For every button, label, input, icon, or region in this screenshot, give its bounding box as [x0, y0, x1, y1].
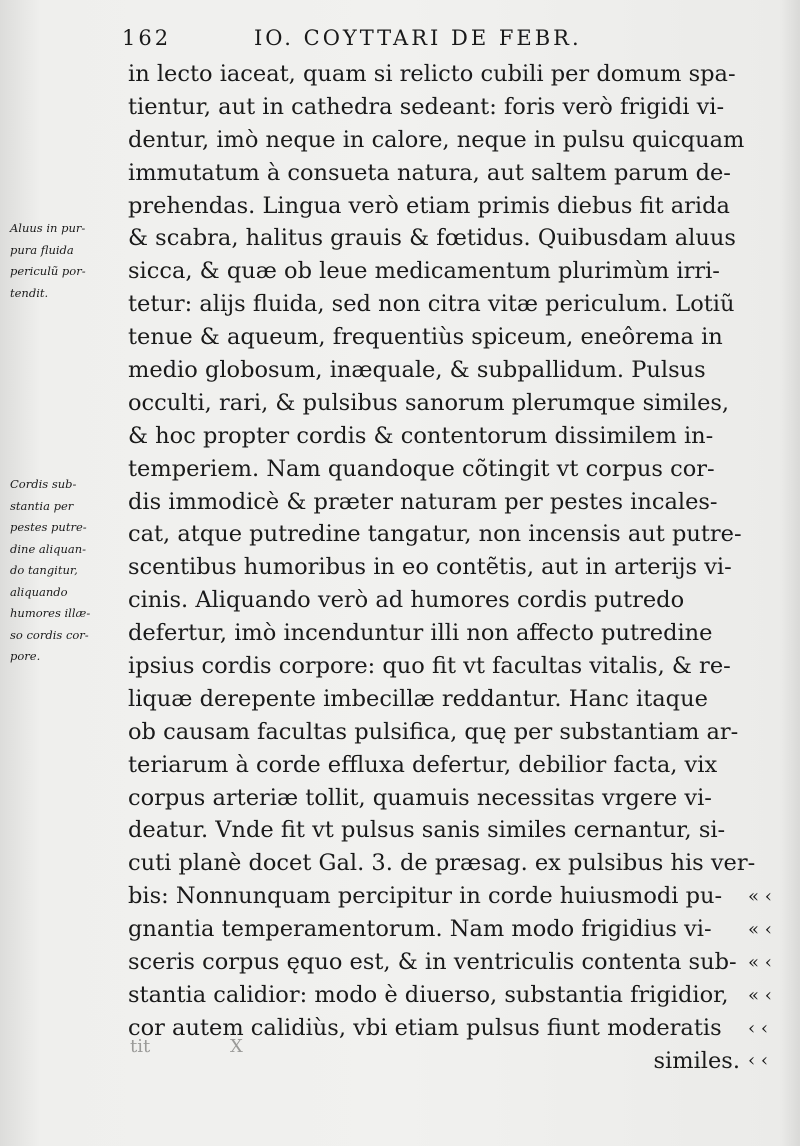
marginal-note-line: pestes putre-	[10, 520, 87, 534]
text-line: cat, atque putredine tangatur, non incensis aut putre-	[128, 521, 742, 548]
text-line: & scabra, halitus grauis & fœtidus. Quibusdam aluus	[128, 225, 736, 252]
marginal-note-line: tendit.	[10, 285, 49, 300]
running-title: IO. COYTTARI DE FEBR.	[254, 26, 582, 50]
text-line: teriarum à corde effluxa defertur, debilior facta, vix	[128, 751, 718, 778]
text-line: in lecto iaceat, quam si relicto cubili per domum spa-	[128, 61, 736, 87]
marginal-note-line: periculũ por-	[10, 264, 86, 278]
text-line: corpus arteriæ tollit, quamuis necessitas vrgere vi-	[128, 784, 712, 811]
marginal-note-line: dine aliquan-	[10, 541, 87, 556]
page-header	[118, 26, 738, 56]
marginal-note-line: do tangitur,	[10, 563, 78, 577]
text-line: defertur, imò incenduntur illi non affecto putredine	[128, 620, 713, 647]
marginal-note-line: pore.	[10, 649, 41, 663]
marginal-note-line: aliquando	[10, 584, 68, 599]
text-line: sicca, & quæ ob leue medicamentum plurimùm irri-	[128, 258, 720, 285]
text-line: occulti, rari, & pulsibus sanorum plerumque similes,	[128, 389, 730, 416]
text-line: liquæ derepente imbecillæ reddantur. Hanc itaque	[128, 685, 708, 712]
text-line: bis: Nonnunquam percipitur in corde huiusmodi pu-	[128, 883, 723, 910]
text-line: tetur: alijs fluida, sed non citra vitæ periculum. Lotiũ	[128, 291, 735, 318]
quote-mark: « ‹	[748, 984, 772, 1006]
text-line: stantia calidior: modo è diuerso, substantia frigidior,	[128, 981, 729, 1008]
text-line: & hoc propter cordis & contentorum dissimilem in-	[128, 422, 714, 449]
text-line: scentibus humoribus in eo contẽtis, aut in arterijs vi-	[128, 554, 732, 581]
text-line: ipsius cordis corpore: quo fit vt facultas vitalis, & re-	[128, 653, 731, 680]
quotation-marks-column	[748, 881, 788, 1078]
marginal-note-cordis	[10, 474, 122, 668]
marginal-note-line: so cordis cor-	[10, 627, 89, 642]
text-line: tientur, aut in cathedra sedeant: foris verò frigidi vi-	[128, 93, 725, 120]
main-text-block	[128, 58, 756, 1078]
marginal-note-aluus	[10, 218, 122, 304]
text-line: gnantia temperamentorum. Nam modo frigidius vi-	[128, 916, 712, 943]
text-line-last: similes.	[653, 1047, 740, 1074]
marginal-note-line: stantia per	[10, 498, 74, 513]
text-line: immutatum à consueta natura, aut saltem parum de-	[128, 159, 731, 186]
text-line: ob causam facultas pulsifica, quę per substantiam ar-	[128, 718, 739, 745]
text-line: temperiem. Nam quandoque cõtingit vt corpus cor-	[128, 455, 715, 482]
text-line: dis immodicè & præter naturam per pestes incales-	[128, 488, 718, 515]
text-line: dentur, imò neque in calore, neque in pulsu quicquam	[128, 126, 745, 153]
quote-mark: « ‹	[748, 918, 772, 940]
text-line: prehendas. Lingua verò etiam primis diebus fit arida	[128, 192, 730, 219]
quote-mark: ‹ ‹	[748, 1017, 769, 1039]
quote-mark: « ‹	[748, 951, 772, 973]
text-line: cinis. Aliquando verò ad humores cordis putredo	[128, 587, 685, 614]
text-line: cuti planè docet Gal. 3. de præsag. ex pulsibus his ver-	[128, 850, 756, 877]
text-line: sceris corpus ęquo est, & in ventriculis contenta sub-	[128, 949, 737, 976]
text-line: cor autem calidiùs, vbi etiam pulsus fiunt moderatis	[128, 1014, 722, 1041]
text-line: tenue & aqueum, frequentiùs spiceum, eneôrema in	[128, 324, 723, 351]
page-number: 162	[122, 26, 172, 50]
marginal-note-line: Cordis sub-	[10, 477, 77, 491]
marginal-note-line: Aluus in pur-	[10, 221, 86, 235]
signature-mark: tit	[130, 1036, 151, 1057]
quote-mark: « ‹	[748, 886, 772, 907]
quote-mark: ‹ ‹	[748, 1050, 769, 1072]
catchword: X	[230, 1036, 243, 1057]
text-line: medio globosum, inæquale, & subpallidum. Pulsus	[128, 357, 706, 384]
marginal-note-line: pura fluida	[10, 242, 74, 257]
marginal-note-line: humores illæ-	[10, 606, 91, 620]
text-line: deatur. Vnde fit vt pulsus sanis similes cernantur, si-	[128, 817, 726, 844]
